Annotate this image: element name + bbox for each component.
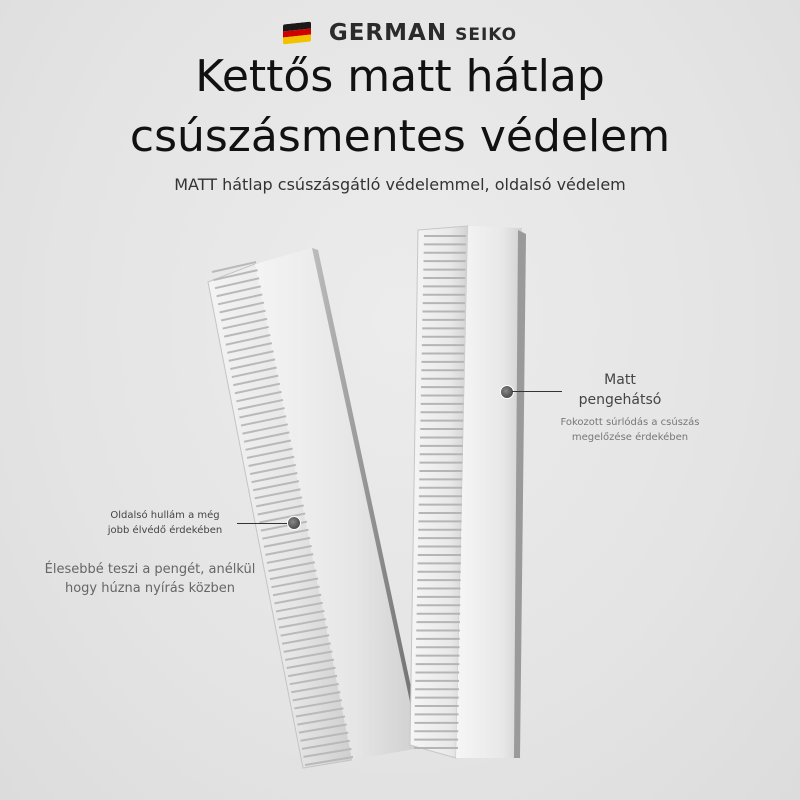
left-callout-title-line-2: jobb élvédő érdekében (107, 525, 223, 536)
left-callout-desc-line-1: Élesebbé teszi a pengét, anélkül (44, 562, 256, 577)
left-callout-title-line-1: Oldalsó hullám a még (110, 510, 220, 521)
right-callout-desc-line-1: Fokozott súrlódás a csúszás (560, 417, 700, 428)
left-callout-desc-line-2: hogy húzna nyírás közben (64, 581, 235, 596)
right-callout-desc-line-2: megelőzése érdekében (571, 432, 689, 443)
brand-suffix: SEIKO (455, 25, 518, 45)
right-callout-dot (500, 385, 514, 399)
subtitle: MATT hátlap csúszásgátló védelemmel, oldalsó védelem (174, 175, 626, 194)
right-callout-description (540, 415, 720, 445)
left-callout-description (25, 560, 275, 598)
right-callout-line (512, 391, 562, 392)
left-callout-title (70, 508, 260, 538)
right-callout-title-line-1: Matt (604, 372, 636, 388)
brand-name: GERMAN (328, 20, 448, 46)
left-callout-dot (287, 516, 301, 530)
right-comb-blade (410, 226, 526, 758)
headline-line-1: Kettős matt hátlap (195, 51, 605, 102)
right-callout-title (560, 370, 680, 410)
headline-line-2: csúszásmentes védelem (129, 111, 671, 162)
right-callout-title-line-2: pengehátsó (578, 392, 662, 408)
